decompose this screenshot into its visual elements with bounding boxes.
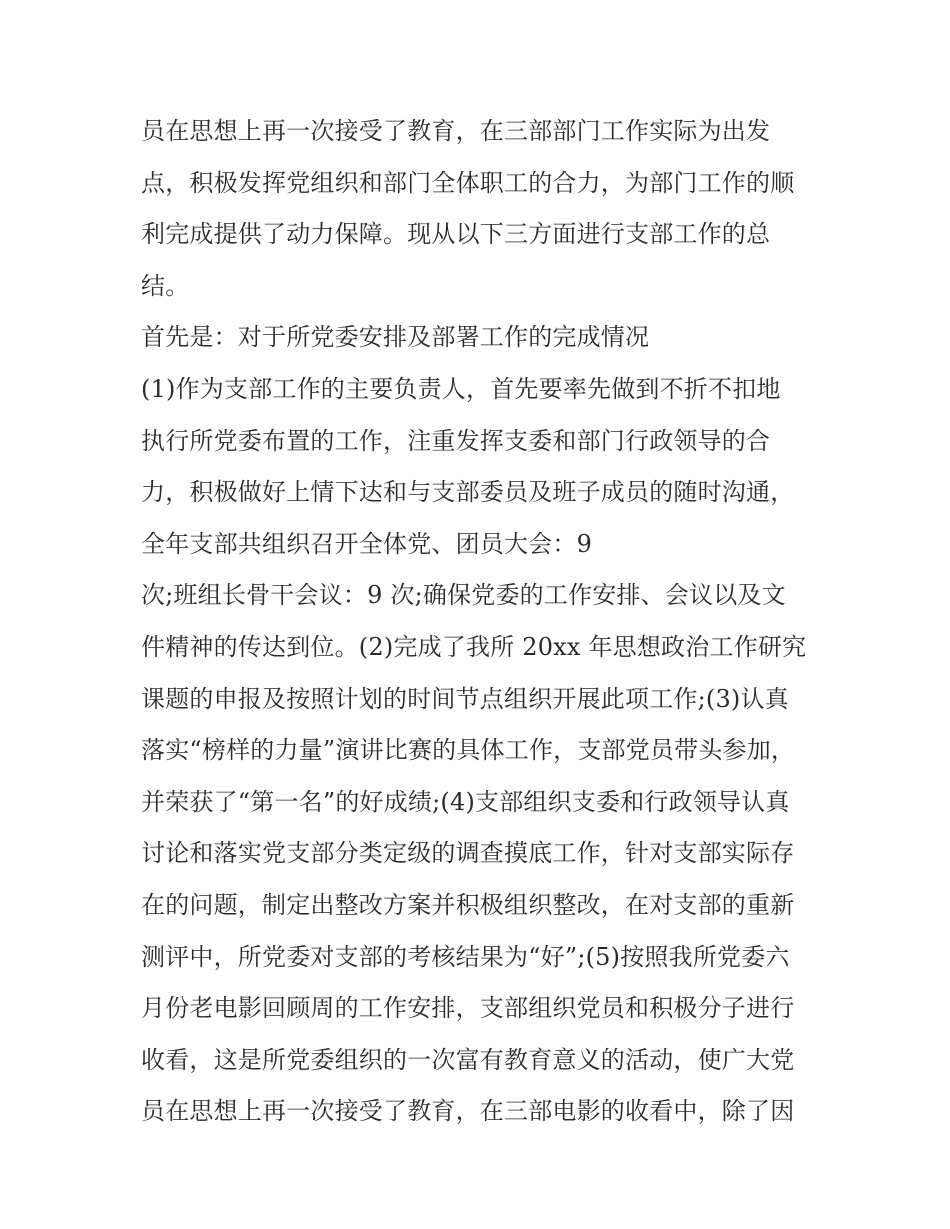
text-line: 员在思想上再一次接受了教育，在三部电影的收看中，除了因 xyxy=(141,1097,795,1126)
text-line: 课题的申报及按照计划的时间节点组织开展此项工作;(3)认真 xyxy=(141,684,789,713)
text-line: 件精神的传达到位。(2)完成了我所 20xx 年思想政治工作研究 xyxy=(141,632,807,661)
document-body xyxy=(141,106,821,1138)
text-line: 收看，这是所党委组织的一次富有教育意义的活动，使广大党 xyxy=(141,1045,795,1074)
text-line: 执行所党委布置的工作，注重发挥支委和部门行政领导的合 xyxy=(141,426,771,455)
text-line: 全年支部共组织召开全体党、团员大会：9 xyxy=(141,529,593,558)
text-line: (1)作为支部工作的主要负责人，首先要率先做到不折不扣地 xyxy=(141,374,781,403)
text-line: 利完成提供了动力保障。现从以下三方面进行支部工作的总 xyxy=(141,220,771,249)
text-line: 月份老电影回顾周的工作安排，支部组织党员和积极分子进行 xyxy=(141,994,795,1023)
text-line: 点，积极发挥党组织和部门全体职工的合力，为部门工作的顺 xyxy=(141,168,795,197)
text-line: 员在思想上再一次接受了教育，在三部部门工作实际为出发 xyxy=(141,117,771,145)
text-line: 次;班组长骨干会议：9 次;确保党委的工作安排、会议以及文 xyxy=(141,581,786,610)
text-line: 测评中，所党委对支部的考核结果为“好”;(5)按照我所党委六 xyxy=(141,942,790,971)
text-line: 力，积极做好上情下达和与支部委员及班子成员的随时沟通， xyxy=(141,478,795,507)
section-heading: 首先是：对于所党委安排及部署工作的完成情况 xyxy=(141,323,650,352)
text-line: 并荣获了“第一名”的好成绩;(4)支部组织支委和行政领导认真 xyxy=(141,787,790,816)
text-line: 讨论和落实党支部分类定级的调查摸底工作，针对支部实际存 xyxy=(141,839,795,868)
text-line: 结。 xyxy=(141,271,190,300)
text-line: 落实“榜样的力量”演讲比赛的具体工作，支部党员带头参加， xyxy=(141,736,796,765)
text-line: 在的问题，制定出整改方案并积极组织整改，在对支部的重新 xyxy=(141,890,795,919)
